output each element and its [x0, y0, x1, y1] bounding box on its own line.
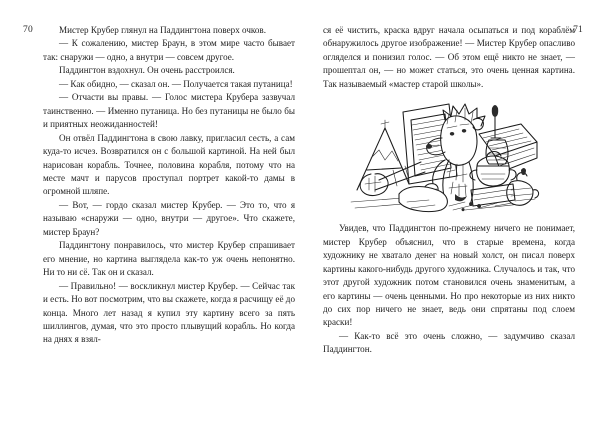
paragraph: — Отчасти вы правы. — Голос мистера Крубера зазвучал таинственно. — Именно путаница. Но без путаницы не было бы и приятных неожиданностей!	[43, 92, 295, 130]
text-column-left	[43, 24, 295, 347]
text-column-right	[323, 24, 575, 357]
paragraph: ся её чистить, краска вдруг начала осыпаться и под кораблём обнаружилось другое изображение! — Мистер Крубер опасливо огляделся и понизил голос. — Об этом ещё никто не знает, — прошептал он, — но может статься, это очень ценная картина. Так называемый «мастер старой школы».	[323, 25, 575, 89]
paragraph: — К сожалению, мистер Браун, в этом мире часто бывает так: снаружи — одно, а внутри — совсем другое.	[43, 38, 295, 62]
paragraph: — Правильно! — воскликнул мистер Крубер. — Сейчас так и есть. Но вот посмотрим, что вы скажете, когда я расчищу её до конца. Много лет назад я купил эту картину всего за пять шиллингов, думая, что это просто плывущий корабль. Но когда на днях я взял-	[43, 280, 295, 345]
illustration-svg	[345, 98, 541, 216]
paragraph: Он отвёл Паддингтона в свою лавку, пригласил сесть, а сам куда-то исчез. Возвратился он с большой картиной. На ней был нарисован корабль. Точнее, половина корабля, потому что на месте мачт и парусов проступал портрет какой-то дамы в огромной шляпе.	[43, 132, 295, 197]
paragraph: — Как обидно, — сказал он. — Получается такая путаница!	[59, 78, 293, 89]
page-number-right: 71	[573, 25, 583, 35]
paragraph: Мистер Крубер глянул на Паддингтона поверх очков.	[59, 25, 267, 35]
paragraph: Увидев, что Паддингтон по-прежнему ничего не понимает, мистер Крубер объяснил, что в старые времена, когда художнику не хватало денег на новый холст, он писал поверх картины какого-нибудь другого художника. Случалось и так, что этот другой художник потом становился очень знаменитым, а его картины — очень ценными. Но про некоторые из них никто до сих пор ничего не знает, ведь они спрятаны под слоем краски!	[323, 223, 575, 328]
paragraph: — Как-то всё это очень сложно, — задумчиво сказал Паддингтон.	[323, 330, 575, 355]
paragraph: — Вот, — гордо сказал мистер Крубер. — Это то, что я называю «снаружи — одно, внутри — другое». Что скажете, мистер Браун?	[43, 199, 295, 237]
page-number-left: 70	[23, 25, 33, 35]
illustration-paddington-antiques	[323, 98, 575, 216]
paragraph: Паддингтону понравилось, что мистер Крубер спрашивает его мнение, но картина выглядела как-то уж очень непонятно. Ни то ни сё. Так он и сказал.	[43, 240, 295, 278]
paragraph: Паддингтон вздохнул. Он очень расстроился.	[59, 65, 235, 76]
page-right	[300, 0, 600, 427]
